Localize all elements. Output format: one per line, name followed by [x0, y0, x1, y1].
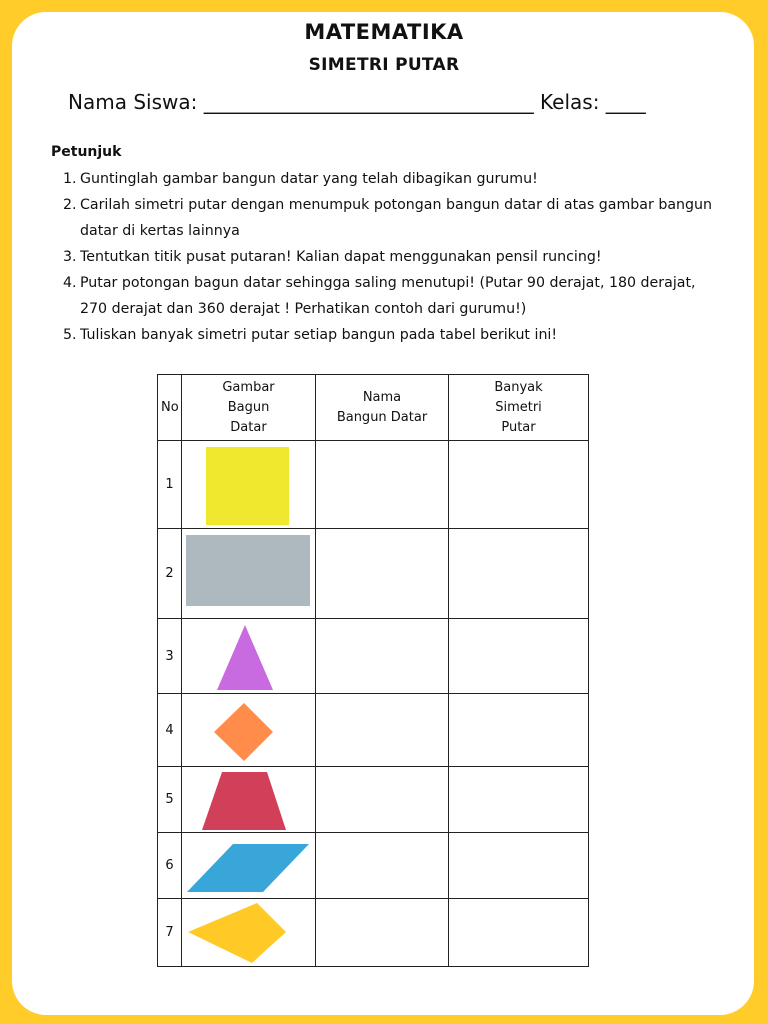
- header-gambar-line: Datar: [230, 419, 267, 435]
- rhombus-shape: [182, 694, 316, 767]
- row-number: 3: [158, 619, 182, 694]
- table-row: [158, 529, 589, 619]
- banyak-simetri-answer-cell[interactable]: [449, 767, 589, 833]
- instruction-item: [63, 244, 713, 270]
- header-nama-line: Nama: [362, 389, 402, 405]
- student-name-class-line: Nama Siswa: _________________________________ Kelas: ____: [68, 90, 646, 114]
- table-header-row: [158, 375, 589, 441]
- instruction-item: [63, 322, 713, 348]
- nama-bangun-answer-cell[interactable]: [316, 441, 449, 529]
- nama-bangun-answer-cell[interactable]: [316, 899, 449, 967]
- table-row: [158, 441, 589, 529]
- triangle-shape: [182, 619, 316, 694]
- table-row: [158, 694, 589, 767]
- trapezoid-shape: [182, 767, 316, 833]
- shapes-table: [157, 374, 589, 967]
- instructions-list: [63, 166, 713, 348]
- header-no: [158, 375, 182, 441]
- page-title: MATEMATIKA: [304, 20, 464, 44]
- header-nama-line: Bangun Datar: [336, 409, 428, 425]
- table-row: [158, 767, 589, 833]
- instruction-text: Guntinglah gambar bangun datar yang telah dibagikan gurumu!: [80, 171, 538, 187]
- nama-bangun-answer-cell[interactable]: [316, 529, 449, 619]
- kite-shape: [182, 899, 316, 967]
- table-row: [158, 899, 589, 967]
- instruction-number: 2.: [63, 197, 77, 213]
- header-no-label: No: [161, 400, 179, 415]
- row-number: 1: [158, 441, 182, 529]
- page-subtitle: SIMETRI PUTAR: [308, 55, 460, 75]
- table-row: [158, 833, 589, 899]
- header-gambar: [182, 375, 316, 441]
- shape-cell: [182, 767, 316, 833]
- banyak-simetri-answer-cell[interactable]: [449, 619, 589, 694]
- header-banyak-line: Banyak: [494, 379, 543, 395]
- shape-cell: [182, 529, 316, 619]
- row-number: 2: [158, 529, 182, 619]
- header-gambar-line: Gambar: [222, 379, 275, 395]
- instruction-text: Putar potongan bagun datar sehingga saling menutupi! (Putar 90 derajat, 180 derajat, 270 derajat dan 360 derajat ! Perhatikan contoh dari gurumu!): [80, 275, 696, 317]
- instructions-heading: Petunjuk: [51, 144, 122, 160]
- square-shape: [182, 441, 316, 529]
- nama-bangun-answer-cell[interactable]: [316, 694, 449, 767]
- header-nama: [316, 375, 449, 441]
- nama-bangun-answer-cell[interactable]: [316, 833, 449, 899]
- instruction-item: [63, 270, 713, 322]
- nama-bangun-answer-cell[interactable]: [316, 619, 449, 694]
- row-number: 7: [158, 899, 182, 967]
- row-number: 5: [158, 767, 182, 833]
- header-banyak-line: Putar: [501, 419, 536, 435]
- banyak-simetri-answer-cell[interactable]: [449, 694, 589, 767]
- instruction-item: [63, 192, 713, 244]
- row-number: 6: [158, 833, 182, 899]
- instruction-text: Tentutkan titik pusat putaran! Kalian dapat menggunakan pensil runcing!: [80, 249, 602, 265]
- shape-cell: [182, 694, 316, 767]
- shape-cell: [182, 899, 316, 967]
- rectangle-shape: [182, 529, 316, 619]
- parallelogram-shape: [182, 833, 316, 899]
- banyak-simetri-answer-cell[interactable]: [449, 899, 589, 967]
- nama-bangun-answer-cell[interactable]: [316, 767, 449, 833]
- shape-cell: [182, 833, 316, 899]
- table-row: [158, 619, 589, 694]
- instruction-number: 4.: [63, 275, 77, 291]
- banyak-simetri-answer-cell[interactable]: [449, 441, 589, 529]
- header-gambar-line: Bagun: [227, 399, 270, 415]
- header-banyak-line: Simetri: [495, 399, 542, 415]
- row-number: 4: [158, 694, 182, 767]
- header-banyak: [449, 375, 589, 441]
- instruction-item: [63, 166, 713, 192]
- shape-cell: [182, 441, 316, 529]
- instruction-text: Carilah simetri putar dengan menumpuk potongan bangun datar di atas gambar bangun datar di kertas lainnya: [80, 197, 713, 239]
- instruction-number: 1.: [63, 171, 77, 187]
- banyak-simetri-answer-cell[interactable]: [449, 833, 589, 899]
- shape-cell: [182, 619, 316, 694]
- instruction-text: Tuliskan banyak simetri putar setiap bangun pada tabel berikut ini!: [80, 327, 558, 343]
- instruction-number: 3.: [63, 249, 77, 265]
- banyak-simetri-answer-cell[interactable]: [449, 529, 589, 619]
- instruction-number: 5.: [63, 327, 77, 343]
